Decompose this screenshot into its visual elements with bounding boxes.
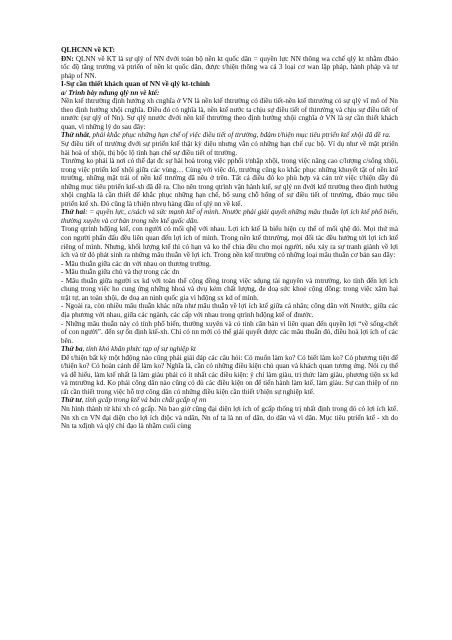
paragraph-2: Sự điều tiết of ttrường đvới sự ptriển ktế thật kỳ diệu nhưng vẫn có những hạn chế cục bộ. Ví dụ như về mặt ptriển hài hoà of xhội, thị bộc lộ tình hạn chế sự điều tiết of ttrường. — [61, 140, 398, 157]
fourth-point-label: Thứ tư — [61, 396, 82, 405]
paragraph-1: Nền ktế thtrường định hướng xh cnghĩa ở VN là nền ktế thtrường có điều tiết-nền ktế thtrường có sự qlý vĩ mô of Nn theo định hướng xhội cnghĩa. Điều đó có nghĩa là, nền ktế nước ta chịu sự điều tiết of thtrường và chịu sự điều tiết of nnước (sự qlý of Nn). Sự qlý nnước đvới nền ktế thtrường theo định hướng xhội cnghĩa ở VN là sự cần thiết khách quan, vì những lý do sau đây: — [61, 97, 398, 131]
bullet-3: - Mâu thuẫn giữa người sx kd với toàn thể cộng đồng trong việc sdụng tài nguyên và mtrường, ko tính đến lợi ích chung trong việc ho cung ứng những hhoá và dvụ kém chất lượng, đe doạ sức khoẻ cộng đồng: trong việc xâm hại trật tự, an toàn xhội, đe doạ an ninh quốc gia vì hđộng sx kd of mình. — [61, 276, 398, 302]
bullet-2: - Mâu thuẫn giữa chủ và thợ trong các dn — [61, 268, 180, 277]
section-heading: I-Sự cần thiết khách quan of NN về qlý kt-tchính — [61, 80, 210, 89]
document-title: QLHCNN về KT: — [61, 46, 115, 54]
first-point-text: , phải khắc phục những hạn chế of việc điều tiết of ttrường, bđảm t/hiện mục tiêu ptriển ktế xhội đã đề ra. — [88, 131, 391, 140]
bullet-5: - Những mâu thuẫn này có tính phổ biến, thường xuyên và có tính căn bản vì liên quan đến quyền lợi “về sống-chết of con người”. đến sự ổn định ktế-xh. Chỉ có nn mới có thể giải quyết được các mâu thuẫn đó, điều hoà lợi ích of các bên. — [61, 319, 398, 345]
subsection-heading: a/ Trình bày nđung qlý nn về ktế: — [61, 88, 160, 97]
definition-text: QLNN về KT là sự qlý of NN đvới toàn bộ nền kt quốc dân = quyền lực NN thông wa cchế qlý kt nhằm đbảo tốc độ tăng trưởng và ptriển of nền kt quốc dân, đưực t/hiện thông wa cả 3 loại cơ wan lập pháp, hành pháp và tư pháp of NN. — [61, 54, 398, 80]
fourth-point — [61, 396, 398, 405]
bullet-1: - Mâu thuẫn giữa các dn với nhau on thương trường. — [61, 259, 212, 268]
paragraph-6: Nn hình thành từ khi xh có gcấp. Nn bao giờ cũng đại diện lợi ích of gcấp thống trị nhất định trong đó có lợi ích ktế. Nn xh cn VN đại diện cho lợi ích đtộc và ndân, Nn of ta là nn of dân, do dân và vì dân. Mục tiêu ptriển ktế - xh do Nn ta xđịnh và qlý chỉ đạo là nhằm cuối cùng — [61, 404, 398, 431]
bullet-4: - Ngoài ra, còn nhiều mâu thuẫn khác nữa như mâu thuẫn về lợi ích ktế giữa cá nhân; công dân với Nnước, giữa các địa phương với nhau, giữa các ngành, các cấp với nhau trong qtrình hđộng ktế of đnước. — [61, 302, 398, 319]
paragraph-4: Trong qtrình hđộng ktế, con người có mối qhệ với nhau. Lợi ích ktế là biểu hiện cụ thể of mối qhệ đó. Mọi thứ mà con người phấn đấu đều liên quan đến lợi ích of mình. Trong nền ktế thtrường, mọi đối tác đều hướng tới lợi ích ktế riêng of mình. Nhưng, khối lượng ktế thì có hạn và ko thể chia đều cho mọi người, nếu xảy ra sự tranh giành về lợi ích và từ đó phát sinh ra những mâu thuẫn về lợi ích. Trong nền ktế ttrường có những loại mâu thuẫn cơ bản sau đây: — [61, 225, 398, 260]
second-point-label: Thứ hai — [61, 208, 86, 217]
definition-label: ĐN: — [61, 54, 74, 63]
third-point — [61, 345, 398, 354]
third-point-text: , tính khó khăn phức tạp of sự nghiệp kt — [82, 345, 196, 354]
definition-paragraph — [61, 55, 398, 81]
second-point — [61, 208, 398, 225]
second-point-text: : = quyền lực, c/sách và sức mạnh ktế of mình. Nnước phải giải quyết những mâu thuẫn lợi ích ktế phổ biến, thường xuyên và cơ bản trong nền ktế quốc dân. — [61, 208, 399, 225]
paragraph-5: Để t/hiện bất kỳ một hđộng nào cũng phải giải đáp các câu hỏi: Có muốn làm ko? Có biết làm ko? Có phương tiện để t/hiện ko? Có hoàn cảnh để làm ko? Nghĩa là, cần có những điều kiện chủ quan và khách quan tương ứng. Nói cụ thể và dễ hiểu, làm ktế nhất là làm giàu phải có ít nhất các điều kiện: ý chí làm giàu, tri thức làm giàu, phương tiện sx kd và mtrường kd. Ko phải công dân nào cũng có đủ các điều kiện on để tiến hành làm ktế, làm giàu. Sự can thiệp of nn rất cần thiết trong việc hỗ trợ công dân có những điều kiện cần thiết t/hiện sự nghiệp ktế. — [61, 353, 398, 396]
first-point-label: Thứ nhất — [61, 131, 89, 140]
fourth-point-text: , tính gcấp trong ktế và bản chất gcấp of nn — [81, 396, 207, 405]
third-point-label: Thứ ba — [61, 345, 83, 354]
first-point — [61, 131, 398, 140]
paragraph-3: Ttrường ko phải là nơi có thể đạt đc sự hài hoà trong việc pphối t/nhập xhội, trong việc nâng cao c/lượng c/sống xhội, trong việc ptriển ktế xhội giữa các vùng… Cùng với việc đó, ttrường cũng ko khắc phục những khuyết tật of nền ktế ttrường, những mặt trái of nền ktế ttrường đã nêu ở trên. Tất cả điều đó ko phù hợp và cản trở việc t/hiện đầy đủ những mục tiêu ptriển ktế-xh đã đề ra. Cho nên trong qtrình vận hành ktế, sự qlý nn đvới ktế ttrường theo định hướng xhội cnghĩa là cần thiết để khắc phục những hạn chế, bổ sung chỗ hổng of sự điều tiết of ttrường, đbảo mục tiêu ptriển ktế xh. Đó cũng là t/hiện nhvụ hàng đầu of qlý nn về ktế. — [61, 157, 398, 208]
